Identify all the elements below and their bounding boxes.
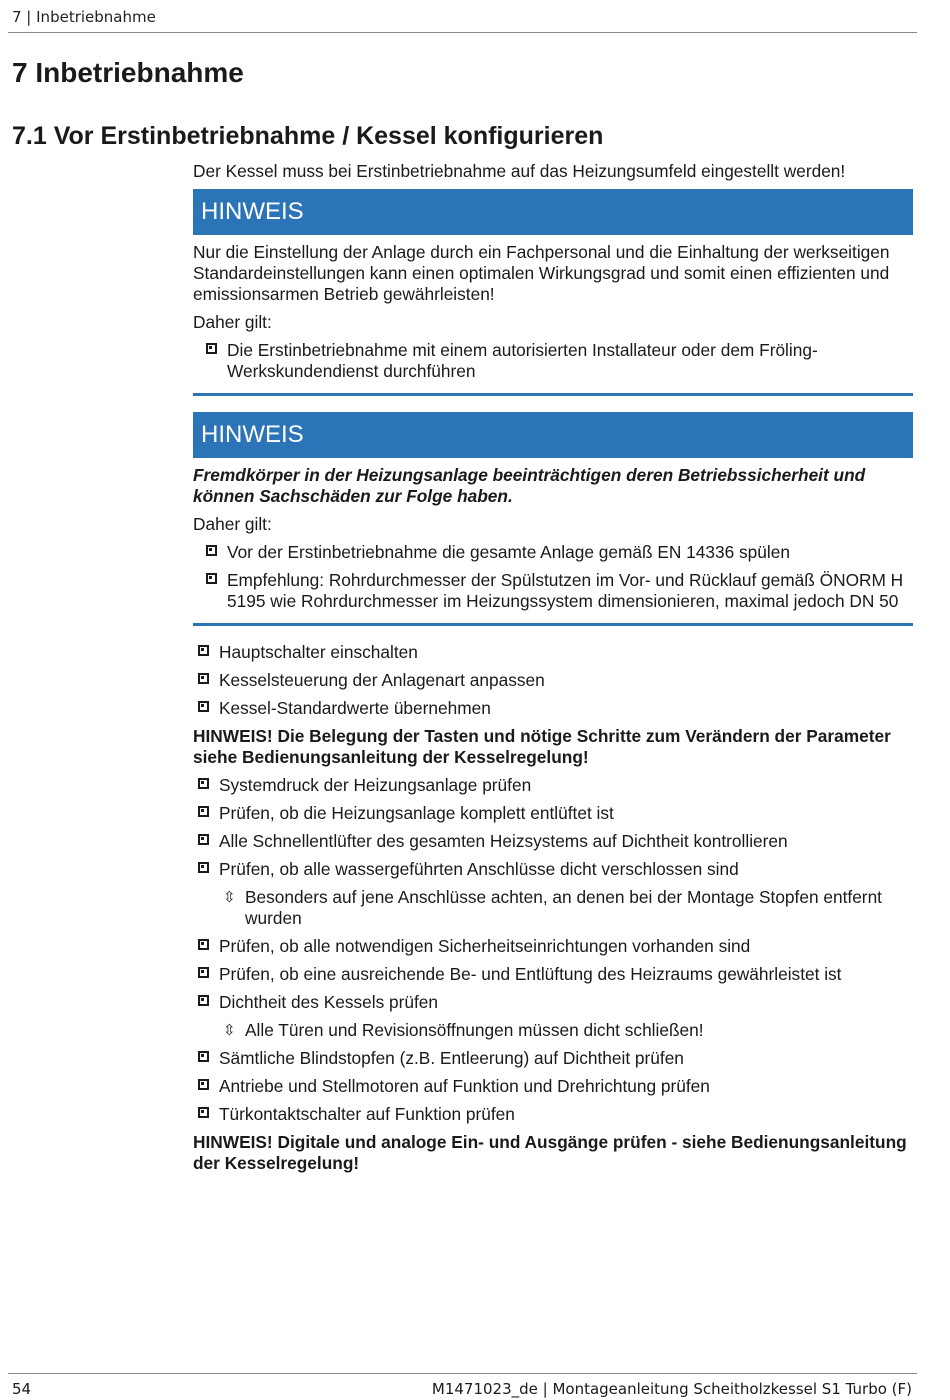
notice-heading: HINWEIS — [193, 189, 913, 235]
notice-body: Fremdkörper in der Heizungsanlage beeinträchtigen deren Betriebssicherheit und können Sachschäden zur Folge haben. — [193, 465, 866, 506]
list-item: Alle Schnellentlüfter des gesamten Heizsystems auf Dichtheit kontrollieren — [193, 831, 913, 852]
page-content — [193, 161, 913, 1181]
list-item: Antriebe und Stellmotoren auf Funktion und Drehrichtung prüfen — [193, 1076, 913, 1097]
section-title: 7.1 Vor Erstinbetriebnahme / Kessel konfigurieren — [12, 122, 604, 150]
page-number: 54 — [12, 1380, 32, 1398]
notice-daher: Daher gilt: — [193, 312, 272, 332]
chapter-title: 7 Inbetriebnahme — [12, 57, 244, 88]
result-arrow-icon: ⇳ — [223, 889, 236, 906]
checkbox-square-icon — [198, 701, 209, 712]
checkbox-square-icon — [198, 1107, 209, 1118]
checkbox-square-icon — [198, 834, 209, 845]
document-info: M1471023_de | Montageanleitung Scheitholzkessel S1 Turbo (F) — [431, 1380, 912, 1398]
list-item: Dichtheit des Kessels prüfen — [193, 992, 913, 1013]
list-item: Prüfen, ob alle notwendigen Sicherheitseinrichtungen vorhanden sind — [193, 936, 913, 957]
checkbox-square-icon — [198, 806, 209, 817]
checkbox-square-icon — [198, 673, 209, 684]
notice-list — [193, 340, 913, 382]
list-item: Vor der Erstinbetriebnahme die gesamte Anlage gemäß EN 14336 spülen — [193, 542, 913, 563]
notice-daher: Daher gilt: — [193, 514, 272, 534]
list-item: Systemdruck der Heizungsanlage prüfen — [193, 775, 913, 796]
checkbox-square-icon — [206, 573, 217, 584]
notice-body: Nur die Einstellung der Anlage durch ein Fachpersonal und die Einhaltung der werkseitigen Standardeinstellungen kann einen optimalen Wirkungsgrad und somit einen effizienten und emissionsarmen Betrieb gewährleisten! — [193, 242, 890, 304]
notice-box-1 — [193, 189, 913, 396]
list-item: Prüfen, ob die Heizungsanlage komplett entlüftet ist — [193, 803, 913, 824]
footer-divider — [8, 1373, 917, 1374]
list-item: Prüfen, ob alle wassergeführten Anschlüsse dicht verschlossen sind — [193, 859, 913, 880]
list-item: Hauptschalter einschalten — [193, 642, 913, 663]
steps-list-b — [193, 775, 913, 1125]
checkbox-square-icon — [198, 939, 209, 950]
list-item: Türkontaktschalter auf Funktion prüfen — [193, 1104, 913, 1125]
notice-heading: HINWEIS — [193, 412, 913, 458]
checkbox-square-icon — [198, 1051, 209, 1062]
notice-list — [193, 542, 913, 612]
checkbox-square-icon — [198, 967, 209, 978]
checkbox-square-icon — [198, 862, 209, 873]
checkbox-square-icon — [198, 645, 209, 656]
list-item: Sämtliche Blindstopfen (z.B. Entleerung) auf Dichtheit prüfen — [193, 1048, 913, 1069]
list-item: Kesselsteuerung der Anlagenart anpassen — [193, 670, 913, 691]
steps-list-a — [193, 642, 913, 719]
result-item: ⇳ Besonders auf jene Anschlüsse achten, an denen bei der Montage Stopfen entfernt wurden — [223, 887, 882, 928]
intro-text: Der Kessel muss bei Erstinbetriebnahme auf das Heizungsumfeld eingestellt werden! — [193, 161, 846, 181]
hinweis-note-2: HINWEIS! Digitale und analoge Ein- und Ausgänge prüfen - siehe Bedienungsanleitung der Kesselregelung! — [193, 1132, 907, 1173]
header-divider — [8, 32, 917, 33]
running-header: 7 | Inbetriebnahme — [12, 8, 156, 26]
notice-box-2 — [193, 412, 913, 626]
hinweis-note-1: HINWEIS! Die Belegung der Tasten und nötige Schritte zum Verändern der Parameter siehe Bedienungsanleitung der Kesselregelung! — [193, 726, 891, 767]
checkbox-square-icon — [206, 545, 217, 556]
checkbox-square-icon — [206, 343, 217, 354]
result-arrow-icon: ⇳ — [223, 1022, 236, 1039]
result-item: ⇳ Alle Türen und Revisionsöffnungen müssen dicht schließen! — [223, 1020, 704, 1040]
checkbox-square-icon — [198, 778, 209, 789]
list-item: Prüfen, ob eine ausreichende Be- und Entlüftung des Heizraums gewährleistet ist — [193, 964, 913, 985]
checkbox-square-icon — [198, 995, 209, 1006]
checkbox-square-icon — [198, 1079, 209, 1090]
list-item: Kessel-Standardwerte übernehmen — [193, 698, 913, 719]
list-item: Die Erstinbetriebnahme mit einem autorisierten Installateur oder dem Fröling-Werkskundendienst durchführen — [193, 340, 913, 382]
list-item: Empfehlung: Rohrdurchmesser der Spülstutzen im Vor- und Rücklauf gemäß ÖNORM H 5195 wie Rohrdurchmesser im Heizungssystem dimensionieren, maximal jedoch DN 50 — [193, 570, 913, 612]
